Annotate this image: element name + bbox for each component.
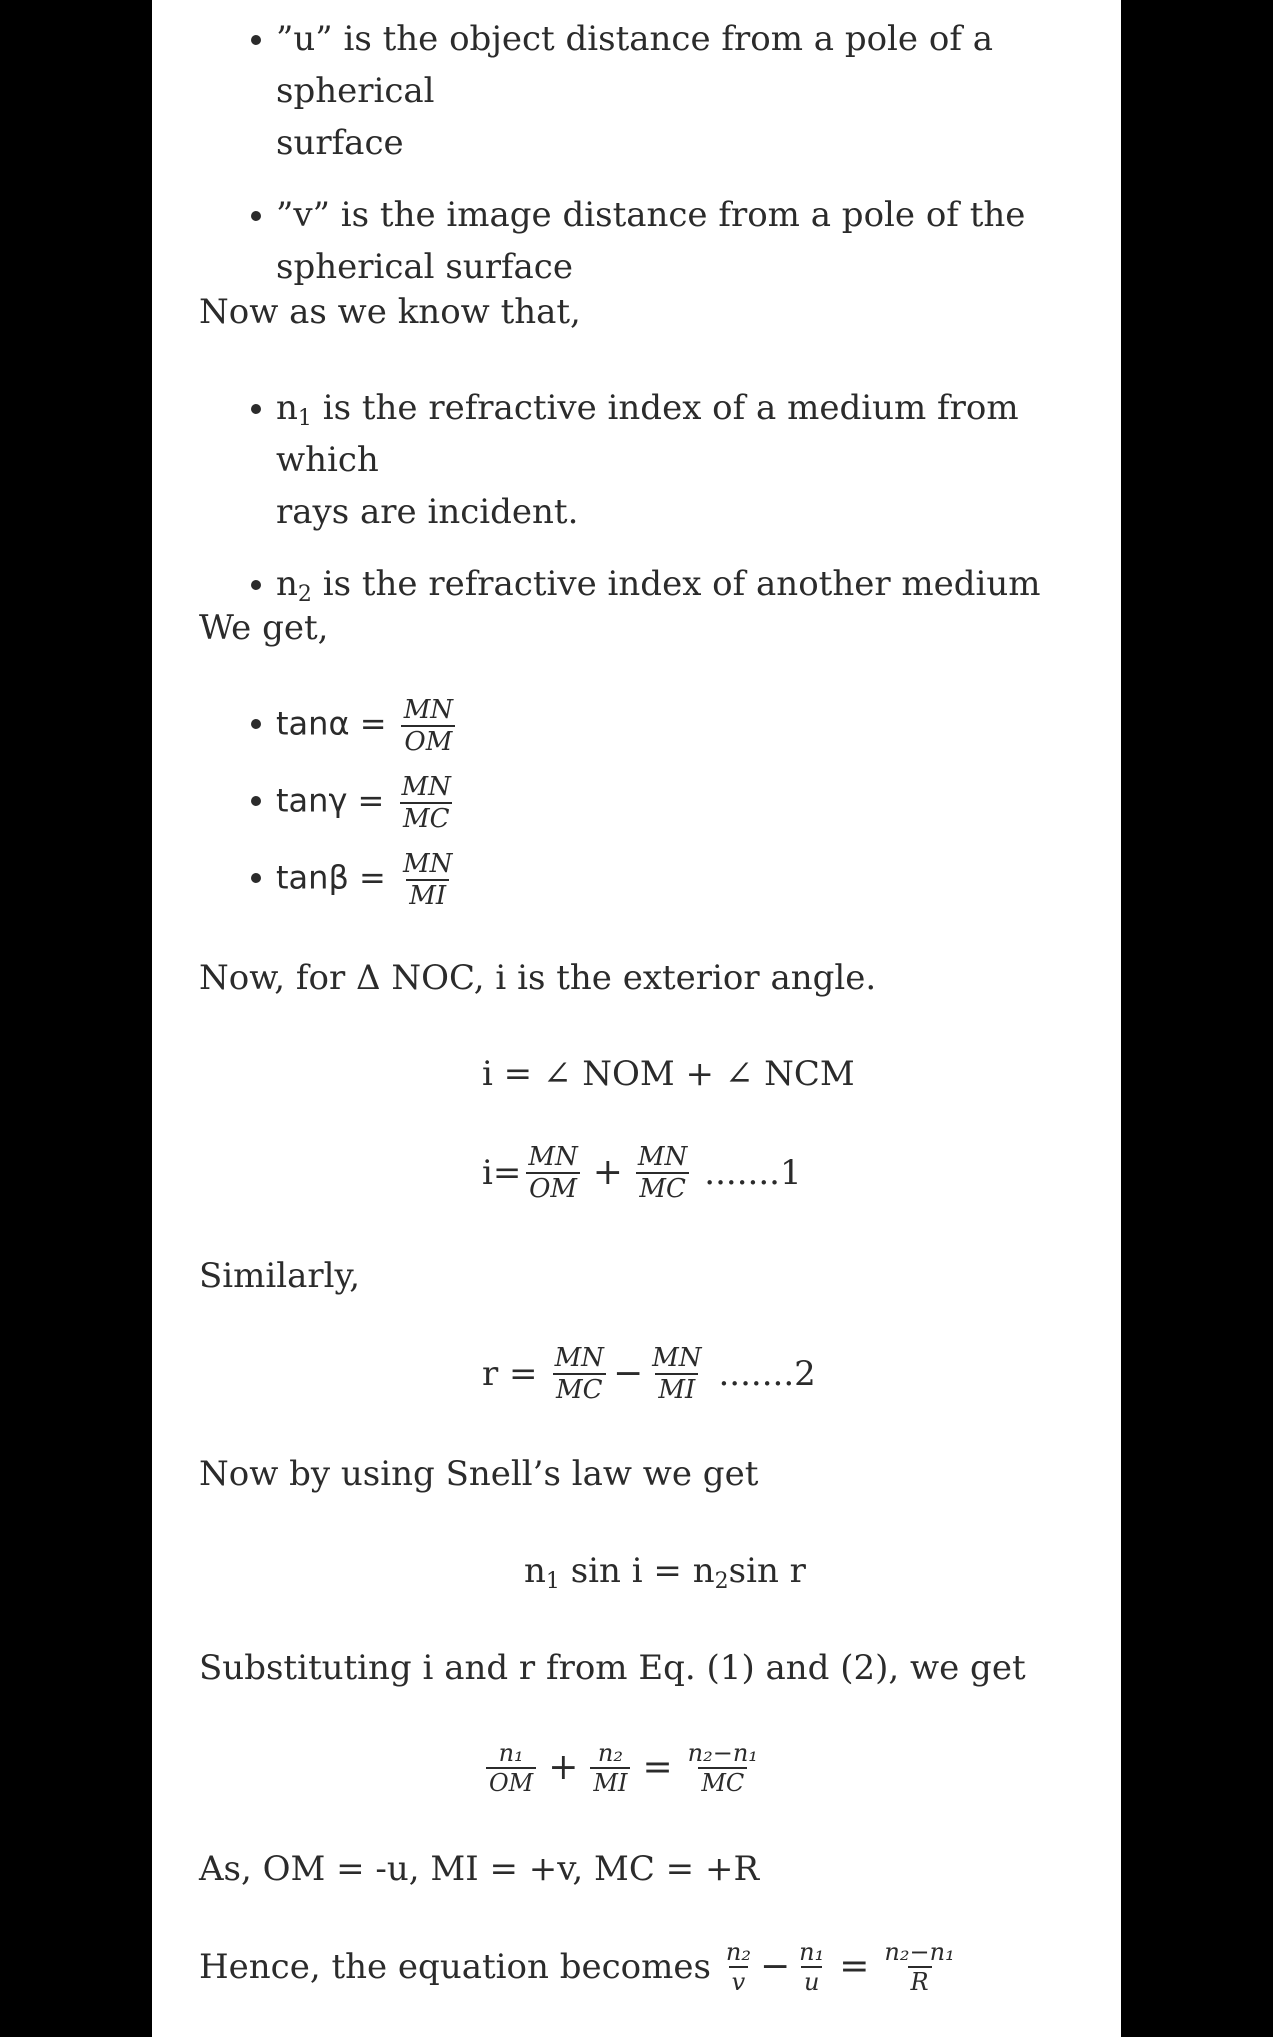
fraction: $\frac{MN}{MC}$ bbox=[401, 772, 451, 834]
fraction: $\frac{MN}{OM}$ bbox=[525, 1144, 580, 1202]
paragraph: Now, for Δ NOC, i is the exterior angle. bbox=[199, 958, 877, 998]
fraction: $\frac{MN}{OM}$ bbox=[401, 697, 456, 755]
equation-1: i= $\frac{MN}{OM}$ + $\frac{MN}{MC}$ .......1 bbox=[482, 1142, 802, 1204]
fraction: $\frac{\text{n₂−n₁}}{MC}$ bbox=[687, 1739, 758, 1797]
equation-angle-sum: i = ∠ NOM + ∠ NCM bbox=[482, 1054, 855, 1094]
paragraph: As, OM = -u, MI = +v, MC = +R bbox=[199, 1849, 760, 1889]
paragraph: Now by using Snell’s law we get bbox=[199, 1454, 759, 1494]
paragraph: Substituting i and r from Eq. (1) and (2), we get bbox=[199, 1648, 1026, 1688]
equation-3: $\frac{\text{n₁}}{OM}$ + $\frac{\text{n₂}}{MI}$ = $\frac{\text{n₂−n₁}}{MC}$ bbox=[482, 1738, 765, 1798]
fraction: $\frac{MN}{MI}$ bbox=[652, 1343, 702, 1405]
fraction: $\frac{\text{n₂−n₁}}{R}$ bbox=[884, 1938, 955, 1996]
fraction: $\frac{\text{n₁}}{OM}$ bbox=[486, 1741, 536, 1795]
snell-equation: $n_1$ $\sin i = n_2\sin$ r bbox=[524, 1551, 806, 1594]
list-item: ”v” is the image distance from a pole of the spherical surface bbox=[199, 189, 1079, 293]
list-item: ”u” is the object distance from a pole of a spherical surface bbox=[199, 13, 1079, 169]
list-item: tanα = $\frac{MN}{OM}$ bbox=[199, 697, 460, 749]
paragraph: Similarly, bbox=[199, 1256, 361, 1296]
fraction: $\frac{MN}{MC}$ bbox=[637, 1142, 688, 1204]
paragraph: We get, bbox=[199, 608, 329, 648]
tan-bullet-list bbox=[199, 695, 460, 911]
distance-bullet-list bbox=[199, 13, 1079, 293]
fraction: $\frac{\text{n₁}}{u}$ bbox=[799, 1938, 825, 1996]
paragraph: Now as we know that, bbox=[199, 292, 581, 332]
list-item: $n_2$ is the refractive index of another medium bbox=[199, 558, 1079, 610]
final-equation-paragraph: Hence, the equation becomes $\frac{\text{n₂}}{v}$ − $\frac{\text{n₁}}{u}$ = $\frac{\text{n₂−n₁}}{R}$ bbox=[199, 1937, 962, 1997]
list-item: tanγ = $\frac{MN}{MC}$ bbox=[199, 774, 460, 826]
article-page bbox=[152, 0, 1121, 2037]
equation-2: r = $\frac{MN}{MC}$ − $\frac{MN}{MI}$ .......2 bbox=[482, 1343, 816, 1405]
list-item: $n_1$ is the refractive index of a medium from which rays are incident. bbox=[199, 382, 1079, 538]
fraction: $\frac{\text{n₂}}{v}$ bbox=[725, 1938, 751, 1996]
list-item: tanβ = $\frac{MN}{MI}$ bbox=[199, 851, 460, 903]
fraction: $\frac{MN}{MI}$ bbox=[403, 849, 453, 911]
fraction: $\frac{\text{n₂}}{MI}$ bbox=[590, 1741, 630, 1795]
index-bullet-list bbox=[199, 382, 1079, 610]
fraction: $\frac{MN}{MC}$ bbox=[554, 1343, 604, 1405]
